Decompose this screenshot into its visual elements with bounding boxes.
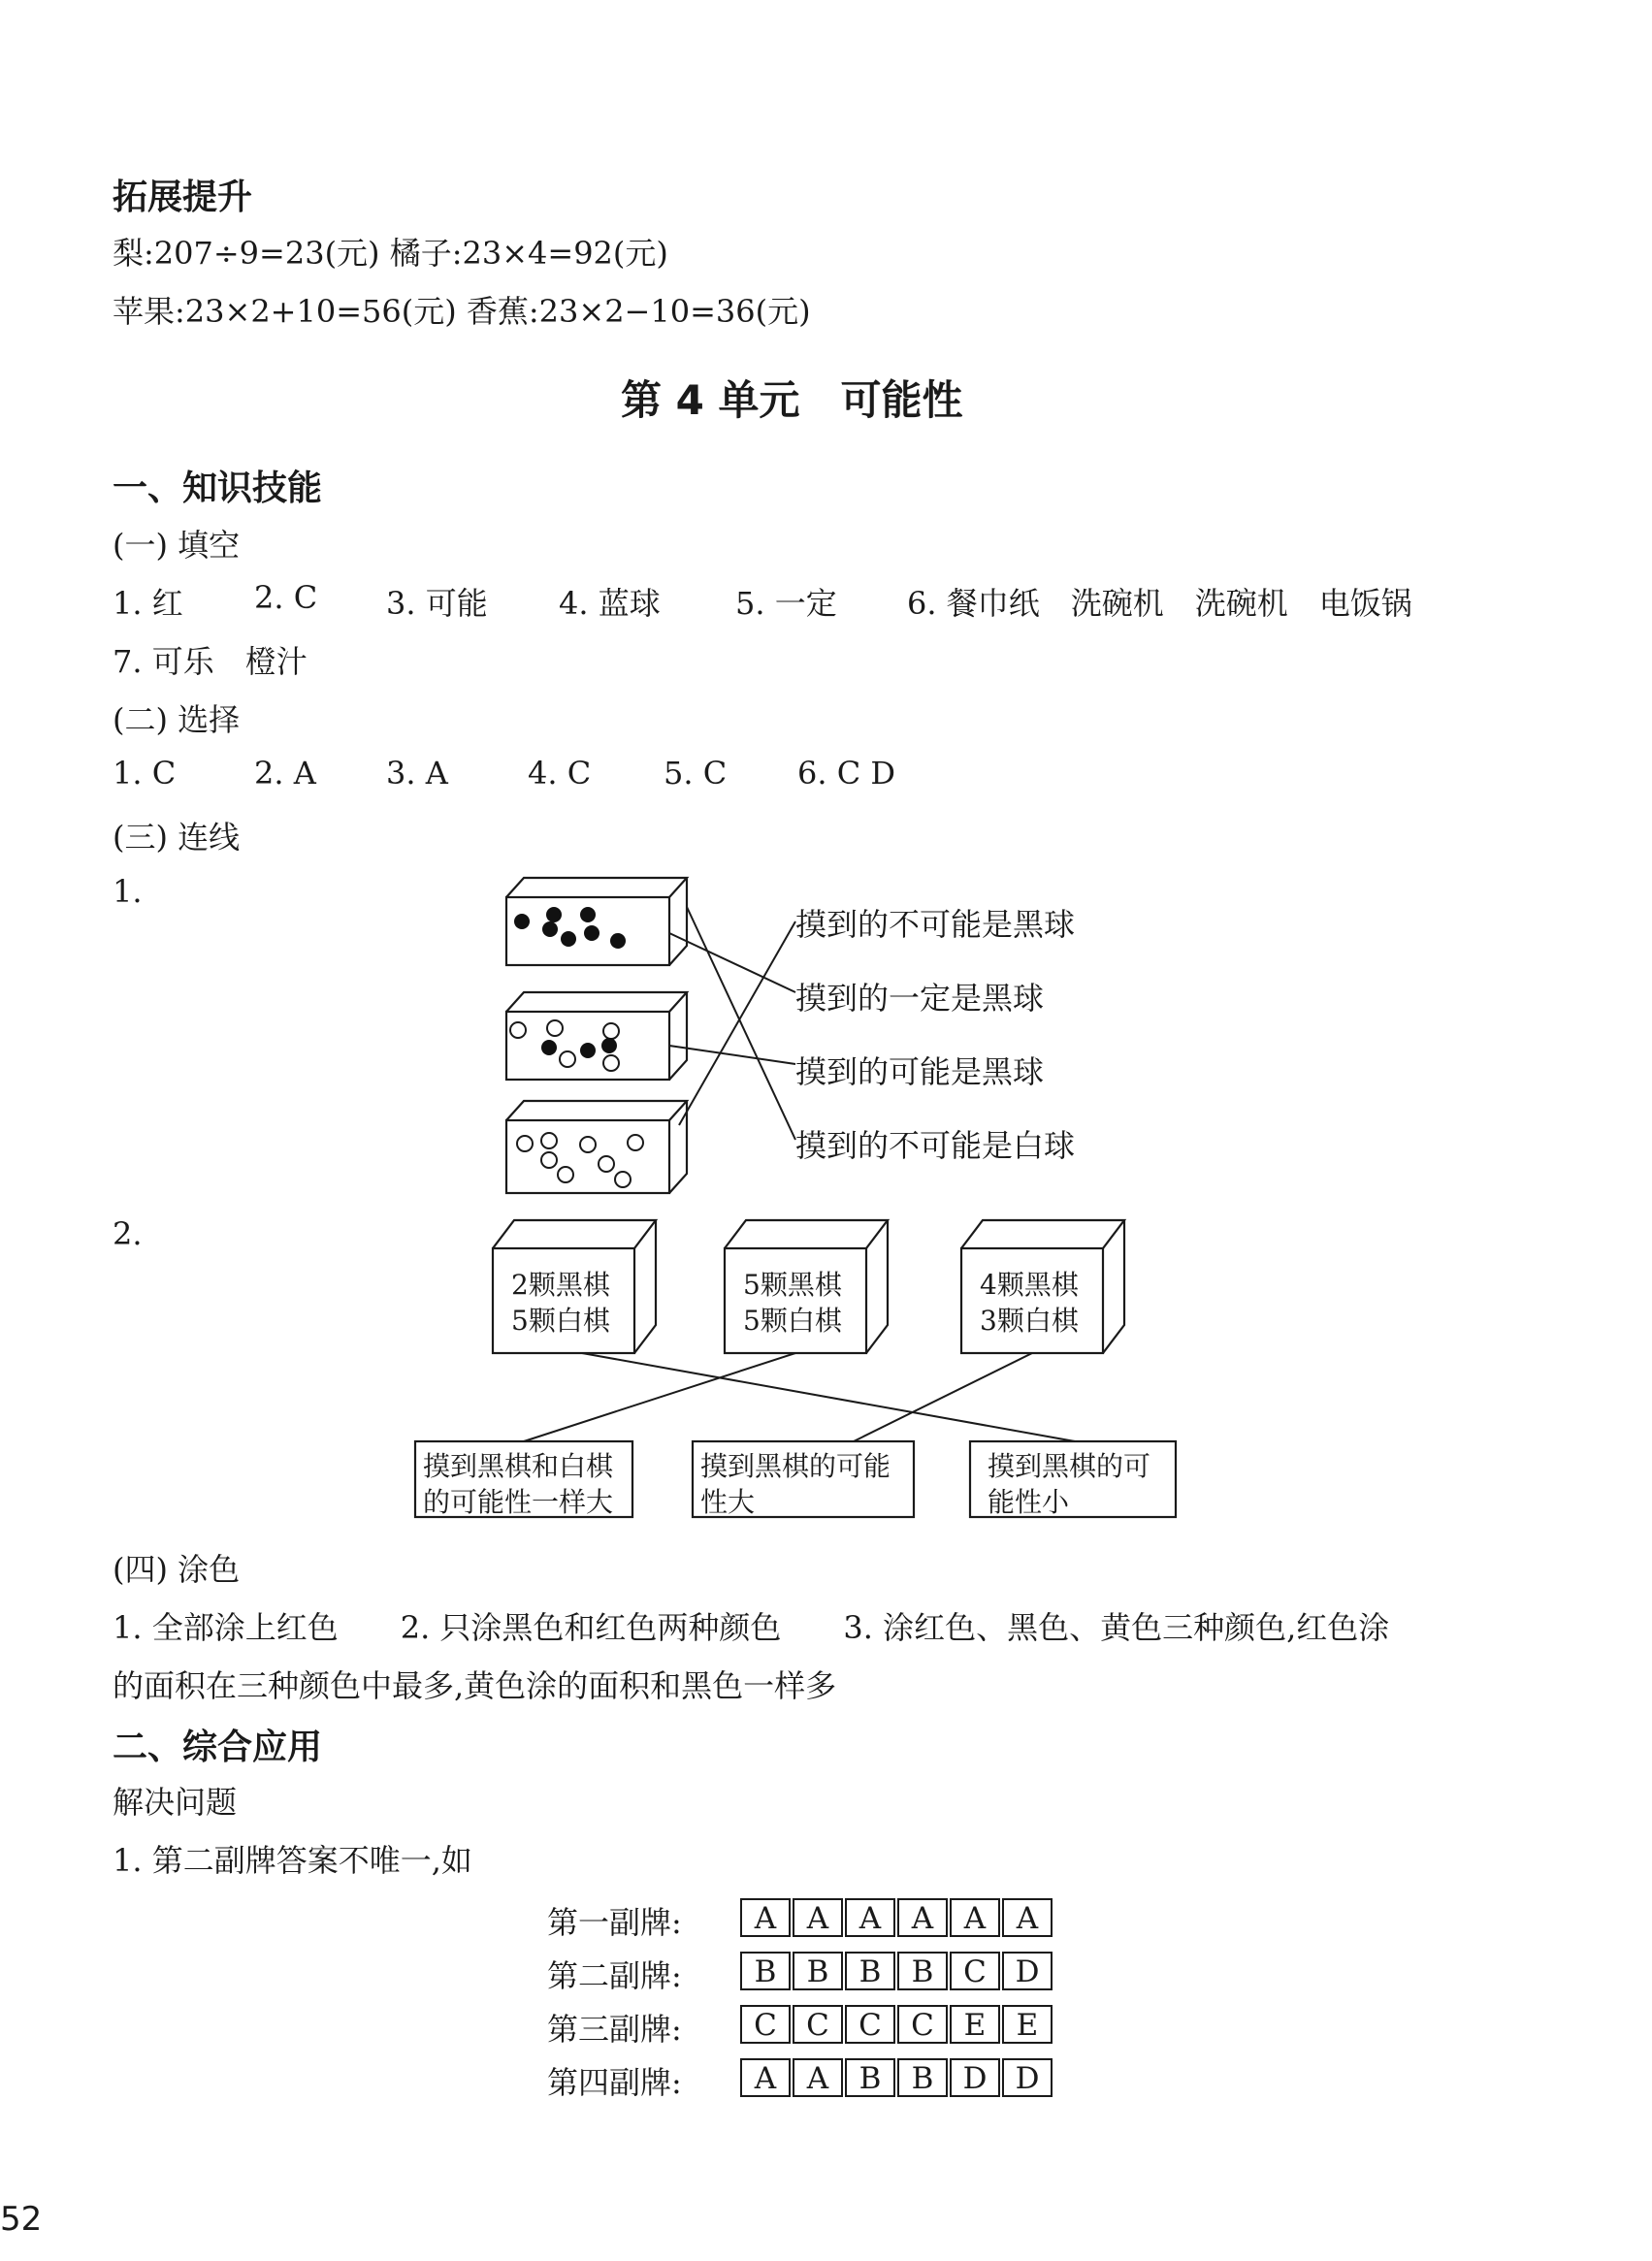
chess-label-2-line-2: 性大 xyxy=(700,1486,756,1518)
deck-4-label: 第四副牌: xyxy=(547,2064,682,2101)
expansion-heading: 拓展提升 xyxy=(113,178,253,217)
card-letter: E xyxy=(1016,2008,1039,2043)
connection-lines-2 xyxy=(524,1353,1075,1441)
card-letter: B xyxy=(858,1954,882,1989)
fill-heading: (一) 填空 xyxy=(113,527,241,564)
deck-3-label: 第三副牌: xyxy=(547,2011,682,2048)
fill-answer-7: 7. 可乐 橙汁 xyxy=(113,643,308,680)
fill-answer-3: 3. 可能 xyxy=(386,585,488,622)
card-grid xyxy=(0,1882,1652,2115)
deck-1-label: 第一副牌: xyxy=(547,1904,682,1941)
chess-box-1-line-1: 2颗黑棋 xyxy=(511,1269,610,1301)
ball-box-1 xyxy=(506,878,687,965)
chess-label-2-line-1: 摸到黑棋的可能 xyxy=(700,1450,891,1482)
card-letter: D xyxy=(962,2061,988,2096)
card-letter: A xyxy=(754,1901,777,1936)
chess-label-3-line-2: 能性小 xyxy=(988,1486,1070,1518)
unit-title: 第 4 单元 可能性 xyxy=(621,376,963,424)
fill-answer-6: 6. 餐巾纸 洗碗机 洗碗机 电饭锅 xyxy=(907,585,1412,622)
card-letter: C xyxy=(754,2008,777,2043)
card-letter: C xyxy=(806,2008,829,2043)
chess-box-3-line-1: 4颗黑棋 xyxy=(980,1269,1079,1301)
card-letter: B xyxy=(754,1954,777,1989)
match-q2-number: 2. xyxy=(113,1215,143,1252)
chess-box-2-line-1: 5颗黑棋 xyxy=(743,1269,842,1301)
card-letter: B xyxy=(911,2061,934,2096)
color-heading: (四) 涂色 xyxy=(113,1551,241,1588)
match-q1-label-4: 摸到的不可能是白球 xyxy=(795,1127,1076,1164)
choice-answer-4: 4. C xyxy=(528,755,592,791)
color-line-1: 1. 全部涂上红色 2. 只涂黑色和红色两种颜色 3. 涂红色、黑色、黄色三种颜色,红色涂 xyxy=(113,1609,1390,1646)
expansion-line-1: 梨:207÷9=23(元) 橘子:23×4=92(元) xyxy=(113,235,668,272)
choice-answer-3: 3. A xyxy=(386,755,448,791)
match-heading: (三) 连线 xyxy=(113,819,241,856)
connection-lines-1 xyxy=(669,907,795,1140)
card-letter: A xyxy=(1016,1901,1039,1936)
card-letter: A xyxy=(806,1901,829,1936)
black-balls-box-1 xyxy=(514,907,626,949)
section2-question-1: 1. 第二副牌答案不唯一,如 xyxy=(113,1842,472,1879)
card-letter: A xyxy=(754,2061,777,2096)
choice-answer-1: 1. C xyxy=(113,755,177,791)
white-balls-box-3 xyxy=(517,1133,643,1187)
section2-heading: 二、综合应用 xyxy=(113,1728,323,1767)
section2-subheading: 解决问题 xyxy=(113,1784,238,1821)
ball-box-2 xyxy=(506,992,687,1080)
section1-heading: 一、知识技能 xyxy=(113,468,323,508)
card-letter: B xyxy=(911,1954,934,1989)
card-letter: C xyxy=(858,2008,882,2043)
choice-heading: (二) 选择 xyxy=(113,701,241,738)
card-letter: A xyxy=(911,1901,934,1936)
chess-label-1-line-1: 摸到黑棋和白棋 xyxy=(423,1450,614,1482)
card-letter: E xyxy=(963,2008,987,2043)
choice-answer-6: 6. C D xyxy=(797,755,896,791)
match-q1-label-3: 摸到的可能是黑球 xyxy=(795,1053,1045,1090)
chess-box-3-line-2: 3颗白棋 xyxy=(980,1305,1079,1337)
deck-2-label: 第二副牌: xyxy=(547,1957,682,1994)
card-letter: C xyxy=(911,2008,934,2043)
choice-answer-2: 2. A xyxy=(254,755,316,791)
card-letter: D xyxy=(1015,1954,1040,1989)
match-q1-label-2: 摸到的一定是黑球 xyxy=(795,980,1045,1017)
match-q1-label-1: 摸到的不可能是黑球 xyxy=(795,906,1076,943)
match-q1-number: 1. xyxy=(113,873,143,910)
chess-box-1-line-2: 5颗白棋 xyxy=(511,1305,610,1337)
mixed-balls-box-2 xyxy=(510,1020,619,1071)
page-number: 52 xyxy=(0,2200,43,2239)
card-letter: C xyxy=(963,1954,987,1989)
card-letter: D xyxy=(1015,2061,1040,2096)
card-letter: A xyxy=(858,1901,882,1936)
fill-answer-1: 1. 红 xyxy=(113,585,183,622)
color-line-2: 的面积在三种颜色中最多,黄色涂的面积和黑色一样多 xyxy=(113,1667,837,1704)
card-letter: B xyxy=(858,2061,882,2096)
chess-label-1-line-2: 的可能性一样大 xyxy=(423,1486,614,1518)
ball-box-3 xyxy=(506,1101,687,1193)
card-letter: B xyxy=(806,1954,829,1989)
chess-box-2-line-2: 5颗白棋 xyxy=(743,1305,842,1337)
choice-answer-5: 5. C xyxy=(664,755,728,791)
fill-answer-5: 5. 一定 xyxy=(735,585,837,622)
card-letter: A xyxy=(963,1901,987,1936)
fill-answer-2: 2. C xyxy=(254,579,318,616)
fill-answer-4: 4. 蓝球 xyxy=(559,585,661,622)
card-letter: A xyxy=(806,2061,829,2096)
expansion-line-2: 苹果:23×2+10=56(元) 香蕉:23×2−10=36(元) xyxy=(113,293,811,330)
chess-label-3-line-1: 摸到黑棋的可 xyxy=(988,1450,1151,1482)
